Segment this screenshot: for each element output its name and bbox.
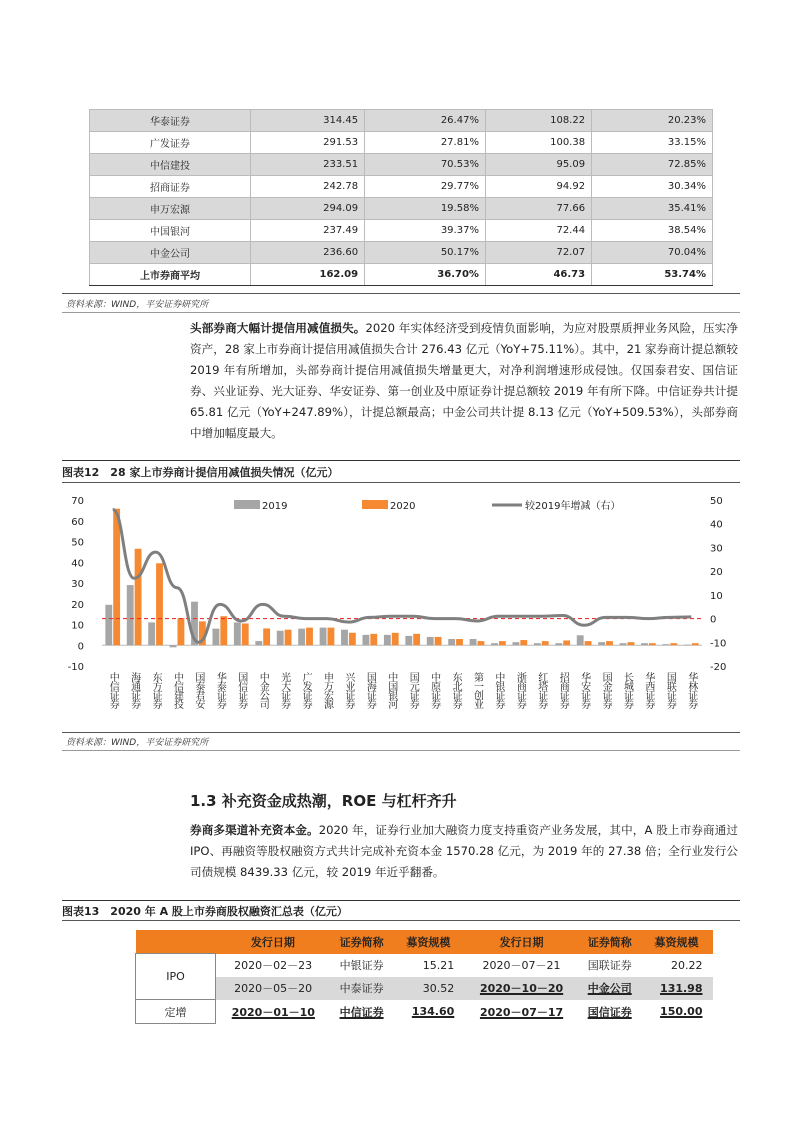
y-tick-label: 40 <box>71 558 84 570</box>
figure-12-title: 图表12 28 家上市券商计提信用减值损失情况（亿元） <box>62 466 339 479</box>
divider <box>62 460 740 461</box>
value-cell: 29.77% <box>365 176 486 198</box>
table-row <box>90 198 713 220</box>
cell: 中金公司 <box>579 977 641 1000</box>
value-cell: 94.92 <box>485 176 591 198</box>
cell: 134.60 <box>411 1005 455 1018</box>
bar-2020 <box>263 628 270 645</box>
value-cell: 38.54% <box>592 220 713 242</box>
y2-tick-label: -10 <box>710 638 727 650</box>
bar-2020 <box>156 563 163 645</box>
bar-2019 <box>555 643 562 645</box>
value-cell: 242.78 <box>251 176 365 198</box>
cell: 20.22 <box>671 958 703 972</box>
value-cell: 30.34% <box>592 176 713 198</box>
header-name: 证券简称 <box>331 930 393 954</box>
table-row <box>90 242 713 264</box>
bar-2019 <box>684 645 691 646</box>
bar-2020 <box>370 634 377 645</box>
y-tick-label: 70 <box>71 496 84 507</box>
bar-2020 <box>349 633 356 645</box>
paragraph-credit-impairment <box>190 318 738 444</box>
bar-2019 <box>298 629 305 646</box>
value-cell: 72.44 <box>485 220 591 242</box>
cell: 2020－07－21 <box>482 959 561 972</box>
category-label: 浙商证券 <box>514 672 526 708</box>
category-label: 国泰君安 <box>192 672 204 708</box>
category-label: 兴业证券 <box>342 672 354 708</box>
broker-name: 中信建投 <box>90 154 251 176</box>
para-lead: 券商多渠道补充资本金。 <box>190 823 319 837</box>
bar-2020 <box>242 623 249 645</box>
category-label: 华安证券 <box>578 672 590 708</box>
bar-2020 <box>178 618 185 645</box>
value-cell: 53.74% <box>592 264 713 286</box>
header-blank <box>136 930 216 954</box>
legend-label-2020: 2020 <box>390 501 416 512</box>
category-label: 光大证券 <box>278 672 290 708</box>
impairment-chart <box>62 486 740 731</box>
bar-2020 <box>328 628 335 646</box>
bar-2019 <box>148 622 155 645</box>
bar-2019 <box>341 630 348 646</box>
legend-label-change: 较2019年增减（右） <box>525 501 621 512</box>
category-label: 中信建投 <box>171 672 183 708</box>
category-label: 中金公司 <box>257 672 269 708</box>
bar-2019 <box>641 643 648 645</box>
value-cell: 236.60 <box>251 242 365 264</box>
cell: 中泰证券 <box>331 977 393 1000</box>
value-cell: 108.22 <box>485 110 591 132</box>
divider <box>62 900 740 901</box>
bar-2019 <box>513 642 520 645</box>
bar-2020 <box>692 643 699 645</box>
bar-2020 <box>585 641 592 645</box>
header-amount: 募资规模 <box>641 930 713 954</box>
category-label: 招商证券 <box>557 672 569 708</box>
bar-2019 <box>213 629 220 646</box>
category-label: 中原证券 <box>428 672 440 708</box>
broker-name: 上市券商平均 <box>90 264 251 286</box>
legend-swatch-2020 <box>362 500 388 509</box>
category-label: 广发证券 <box>300 672 312 708</box>
value-cell: 162.09 <box>251 264 365 286</box>
category-label: 国海证券 <box>364 672 376 708</box>
divider <box>62 312 740 313</box>
divider <box>62 482 740 483</box>
bar-2019 <box>534 643 541 645</box>
bar-2020 <box>542 641 549 645</box>
category-label: 国金证券 <box>600 672 612 708</box>
cell: 150.00 <box>660 1005 703 1018</box>
broker-name: 申万宏源 <box>90 198 251 220</box>
bar-2019 <box>448 639 455 645</box>
bar-2019 <box>384 635 391 645</box>
cell: 中信证券 <box>339 1005 384 1019</box>
para-lead: 头部券商大幅计提信用减值损失。 <box>190 321 366 335</box>
y-tick-label: -10 <box>67 662 84 673</box>
bar-2020 <box>135 549 142 645</box>
divider <box>62 293 740 294</box>
y2-tick-label: 10 <box>710 590 723 602</box>
bar-2019 <box>577 635 584 645</box>
value-cell: 294.09 <box>251 198 365 220</box>
value-cell: 100.38 <box>485 132 591 154</box>
y-tick-label: 60 <box>71 516 84 528</box>
broker-name: 中国银河 <box>90 220 251 242</box>
value-cell: 77.66 <box>485 198 591 220</box>
section-title: 1.3 补充资金成热潮，ROE 与杠杆齐升 <box>190 792 457 810</box>
category-label: 第一创业 <box>471 672 483 708</box>
cell: 2020－05－20 <box>216 977 331 1000</box>
category-label: 华泰证券 <box>214 672 226 708</box>
bar-2020 <box>306 628 313 646</box>
category-label: 国元证券 <box>407 672 419 708</box>
value-cell: 70.53% <box>365 154 486 176</box>
bar-2020 <box>392 633 399 645</box>
category-label: 东北证券 <box>450 672 462 708</box>
category-label: 红塔证券 <box>535 672 547 708</box>
cell: 2020－02－23 <box>234 959 313 972</box>
bar-2020 <box>413 634 420 645</box>
value-cell: 20.23% <box>592 110 713 132</box>
row-label-ipo: IPO <box>136 954 216 1000</box>
broker-name: 华泰证券 <box>90 110 251 132</box>
value-cell: 33.15% <box>592 132 713 154</box>
value-cell: 19.58% <box>365 198 486 220</box>
bar-2019 <box>405 636 412 645</box>
bar-2020 <box>456 639 463 645</box>
y-tick-label: 10 <box>71 620 84 632</box>
bar-2019 <box>234 622 241 645</box>
header-date: 发行日期 <box>464 930 579 954</box>
value-cell: 237.49 <box>251 220 365 242</box>
divider <box>62 920 740 921</box>
broker-name: 广发证券 <box>90 132 251 154</box>
bar-2020 <box>113 509 120 646</box>
bar-2020 <box>478 641 485 645</box>
bar-2020 <box>563 640 570 645</box>
category-label: 国联证券 <box>664 672 676 708</box>
value-cell: 70.04% <box>592 242 713 264</box>
bar-2019 <box>105 605 112 645</box>
value-cell: 39.37% <box>365 220 486 242</box>
bar-2020 <box>435 637 442 645</box>
bar-2019 <box>491 643 498 645</box>
y-tick-label: 20 <box>71 599 84 611</box>
bar-2019 <box>277 631 284 646</box>
cell: 15.21 <box>422 958 455 972</box>
value-cell: 72.07 <box>485 242 591 264</box>
bar-2020 <box>606 641 613 645</box>
header-date: 发行日期 <box>216 930 331 954</box>
y2-tick-label: 40 <box>710 519 723 531</box>
cell: 131.98 <box>641 977 713 1000</box>
para-body: 2020 年实体经济受到疫情负面影响，为应对股票质押业务风险，压实净资产，28 家上市券商计提信用减值损失合计 276.43 亿元（YoY+75.11%）。其中，21 家券商计提总额较 2019 年有所增加，头部券商计提信用减值损失增量更大，对净利润增速形成侵蚀。仅国泰君安、国信证券、兴业证券、光大证券、华安证券、第一创业及中原证券计提总额较 2019 年有所下降。中信证券共计提 65.81 亿元（YoY+247.89%），计提总额最高；中金公司共计提 8.13 亿元（YoY+509.53%），头部券商中增加幅度最大。 <box>190 321 738 440</box>
cell: 30.52 <box>392 977 464 1000</box>
y-tick-label: 30 <box>71 579 84 590</box>
cell: 2020－10－20 <box>464 977 579 1000</box>
broker-name: 中金公司 <box>90 242 251 264</box>
table-row <box>90 132 713 154</box>
divider <box>62 732 740 733</box>
bar-2019 <box>663 644 670 645</box>
category-label: 中信证券 <box>107 672 119 708</box>
paragraph-capital <box>190 820 738 883</box>
bar-2019 <box>620 643 627 645</box>
bar-2019 <box>255 641 262 645</box>
legend-swatch-2019 <box>234 500 260 509</box>
bar-2020 <box>285 630 292 646</box>
y2-tick-label: 20 <box>710 567 723 579</box>
bar-2019 <box>170 645 177 647</box>
y2-tick-label: 50 <box>710 496 723 507</box>
header-name: 证券简称 <box>579 930 641 954</box>
source-note: 资料来源：WIND，平安证券研究所 <box>66 738 209 748</box>
cell: 2020－07－17 <box>479 1005 564 1019</box>
bar-2020 <box>628 642 635 645</box>
bar-2020 <box>220 616 227 645</box>
category-label: 华西证券 <box>642 672 654 708</box>
value-cell: 314.45 <box>251 110 365 132</box>
top-data-table <box>89 109 713 286</box>
divider <box>62 750 740 751</box>
cell: 2020－01－10 <box>231 1005 315 1019</box>
value-cell: 95.09 <box>485 154 591 176</box>
source-note: 资料来源：WIND，平安证券研究所 <box>66 300 209 310</box>
cell: 国联证券 <box>587 959 632 972</box>
bar-2019 <box>363 635 370 645</box>
category-label: 申万宏源 <box>321 672 333 708</box>
value-cell: 27.81% <box>365 132 486 154</box>
bar-2020 <box>520 640 527 645</box>
bar-2020 <box>649 643 656 645</box>
bar-2019 <box>427 637 434 645</box>
table-row <box>90 176 713 198</box>
category-label: 中银证券 <box>492 672 504 708</box>
legend-label-2019: 2019 <box>262 501 288 512</box>
table-row <box>90 220 713 242</box>
value-cell: 26.47% <box>365 110 486 132</box>
value-cell: 35.41% <box>592 198 713 220</box>
category-label: 长城证券 <box>621 672 633 708</box>
cell: 中银证券 <box>339 959 384 972</box>
category-label: 海通证券 <box>128 672 140 708</box>
bar-2020 <box>670 643 677 645</box>
y2-tick-label: 30 <box>710 543 723 555</box>
bar-2019 <box>598 642 605 645</box>
category-label: 国信证券 <box>235 672 247 708</box>
value-cell: 291.53 <box>251 132 365 154</box>
broker-name: 招商证券 <box>90 176 251 198</box>
bar-2019 <box>320 628 327 646</box>
y-tick-label: 50 <box>71 537 84 549</box>
table-row-average <box>90 264 713 286</box>
figure-13-title: 图表13 2020 年 A 股上市券商股权融资汇总表（亿元） <box>62 905 348 918</box>
y2-tick-label: 0 <box>710 614 717 626</box>
value-cell: 50.17% <box>365 242 486 264</box>
equity-financing-table <box>135 930 713 1024</box>
y-tick-label: 0 <box>77 641 84 653</box>
cell: 国信证券 <box>587 1005 632 1019</box>
category-label: 东方证券 <box>150 672 162 708</box>
header-amount: 募资规模 <box>392 930 464 954</box>
bar-2020 <box>499 641 506 645</box>
bar-2019 <box>127 585 134 645</box>
value-cell: 46.73 <box>485 264 591 286</box>
category-label: 华林证券 <box>685 672 697 708</box>
row-label-zengfa: 定增 <box>136 1000 216 1024</box>
value-cell: 72.85% <box>592 154 713 176</box>
bar-2019 <box>470 639 477 645</box>
value-cell: 233.51 <box>251 154 365 176</box>
table-row <box>90 110 713 132</box>
table-row <box>90 154 713 176</box>
value-cell: 36.70% <box>365 264 486 286</box>
para-body: 2020 年，证券行业加大融资力度支持重资产业务发展，其中，A 股上市券商通过 IPO、再融资等股权融资方式共计完成补充资本金 1570.28 亿元，为 2019 年的 27.38 倍；全行业发行公司债规模 8439.33 亿元，较 2019 年近乎翻番。 <box>190 823 738 879</box>
category-label: 中国银河 <box>385 672 397 708</box>
y2-tick-label: -20 <box>710 662 727 673</box>
